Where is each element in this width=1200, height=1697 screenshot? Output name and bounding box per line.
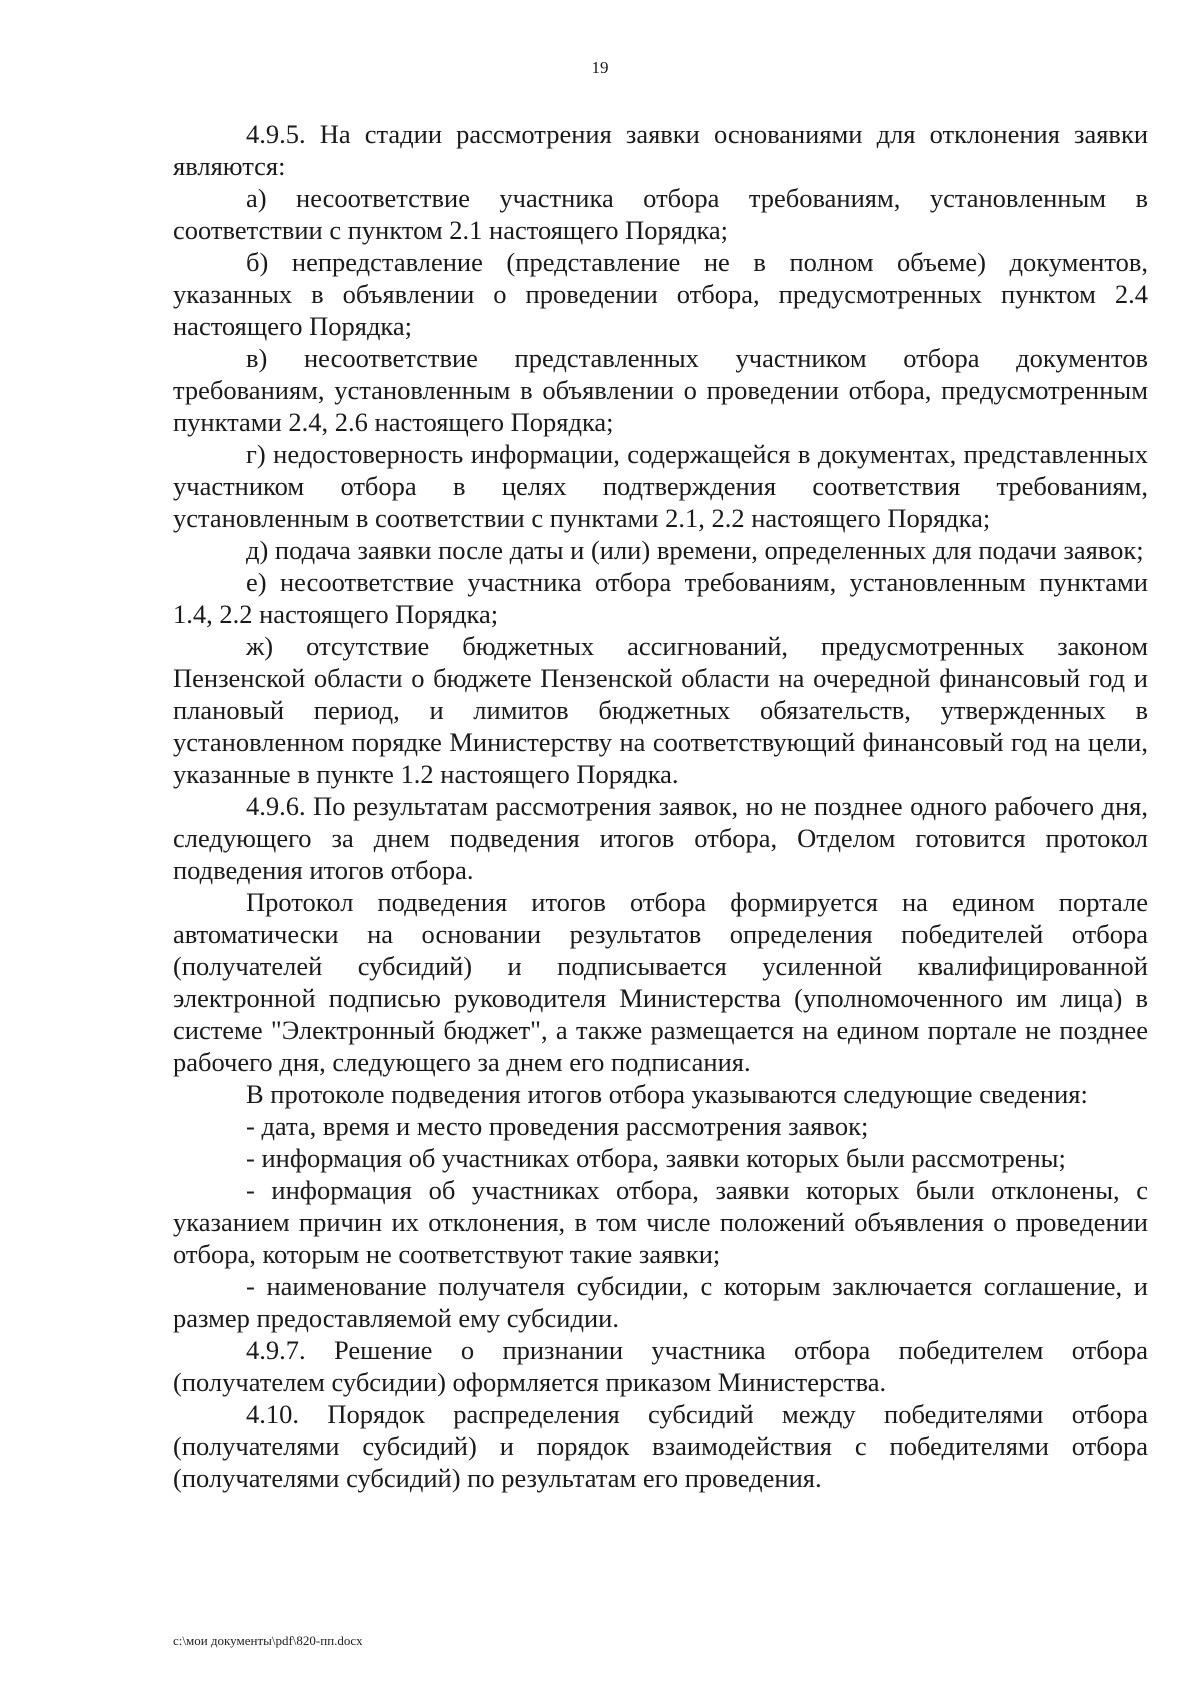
paragraph-4-9-6: 4.9.6. По результатам рассмотрения заявок, но не позднее одного рабочего дня, следующего за днем подведения итогов отбора, Отделом готовится протокол подведения итогов отбора. <box>173 791 1148 885</box>
footer-file-path: c:\мои документы\pdf\820-пп.docx <box>173 1633 363 1648</box>
paragraph-item-b: б) непредставление (представление не в полном объеме) документов, указанных в объявлении о проведении отбора, предусмотренных пунктом 2.4 настоящего Порядка; <box>173 247 1148 341</box>
paragraph-4-9-7: 4.9.7. Решение о признании участника отбора победителем отбора (получателем субсидии) оформляется приказом Министерства. <box>173 1335 1148 1397</box>
paragraph-protocol: Протокол подведения итогов отбора формируется на едином портале автоматически на основании результатов определения победителей отбора (получателей субсидий) и подписывается усиленной квалифицированной электронной подписью руководителя Министерства (уполномоченного им лица) в системе "Электронный бюджет", а также размещается на едином портале не позднее рабочего дня, следующего за днем его подписания. <box>173 887 1148 1077</box>
paragraph-item-v: в) несоответствие представленных участником отбора документов требованиям, установленным в объявлении о проведении отбора, предусмотренным пунктами 2.4, 2.6 настоящего Порядка; <box>173 343 1148 437</box>
paragraph-protocol-info: В протоколе подведения итогов отбора указываются следующие сведения: <box>246 1079 1088 1109</box>
paragraph-item-e: е) несоответствие участника отбора требованиям, установленным пунктами 1.4, 2.2 настоящего Порядка; <box>173 567 1148 629</box>
paragraph-4-10: 4.10. Порядок распределения субсидий между победителями отбора (получателями субсидий) и порядок взаимодействия с победителями отбора (получателями субсидий) по результатам его проведения. <box>173 1399 1148 1493</box>
list-item-recipient: - наименование получателя субсидии, с которым заключается соглашение, и размер предоставляемой ему субсидии. <box>173 1271 1148 1333</box>
list-item-date: - дата, время и место проведения рассмотрения заявок; <box>246 1111 869 1141</box>
page-number: 19 <box>591 58 609 77</box>
paragraph-4-9-5: 4.9.5. На стадии рассмотрения заявки основаниями для отклонения заявки являются: <box>173 119 1148 181</box>
list-item-rejected: - информация об участниках отбора, заявки которых были отклонены, с указанием причин их отклонения, в том числе положений объявления о проведении отбора, которым не соответствуют такие заявки; <box>173 1175 1148 1269</box>
list-item-reviewed: - информация об участниках отбора, заявки которых были рассмотрены; <box>246 1143 1066 1173</box>
paragraph-item-g: г) недостоверность информации, содержащейся в документах, представленных участником отбора в целях подтверждения соответствия требованиям, установленным в соответствии с пунктами 2.1, 2.2 настоящего Порядка; <box>173 439 1148 533</box>
paragraph-item-zh: ж) отсутствие бюджетных ассигнований, предусмотренных законом Пензенской области о бюджете Пензенской области на очередной финансовый год и плановый период, и лимитов бюджетных обязательств, утвержденных в установленном порядке Министерству на соответствующий финансовый год на цели, указанные в пункте 1.2 настоящего Порядка. <box>173 631 1148 789</box>
paragraph-item-a: а) несоответствие участника отбора требованиям, установленным в соответствии с пунктом 2.1 настоящего Порядка; <box>173 183 1148 245</box>
paragraph-item-d: д) подача заявки после даты и (или) времени, определенных для подачи заявок; <box>246 535 1144 565</box>
document-body <box>173 118 1148 1494</box>
